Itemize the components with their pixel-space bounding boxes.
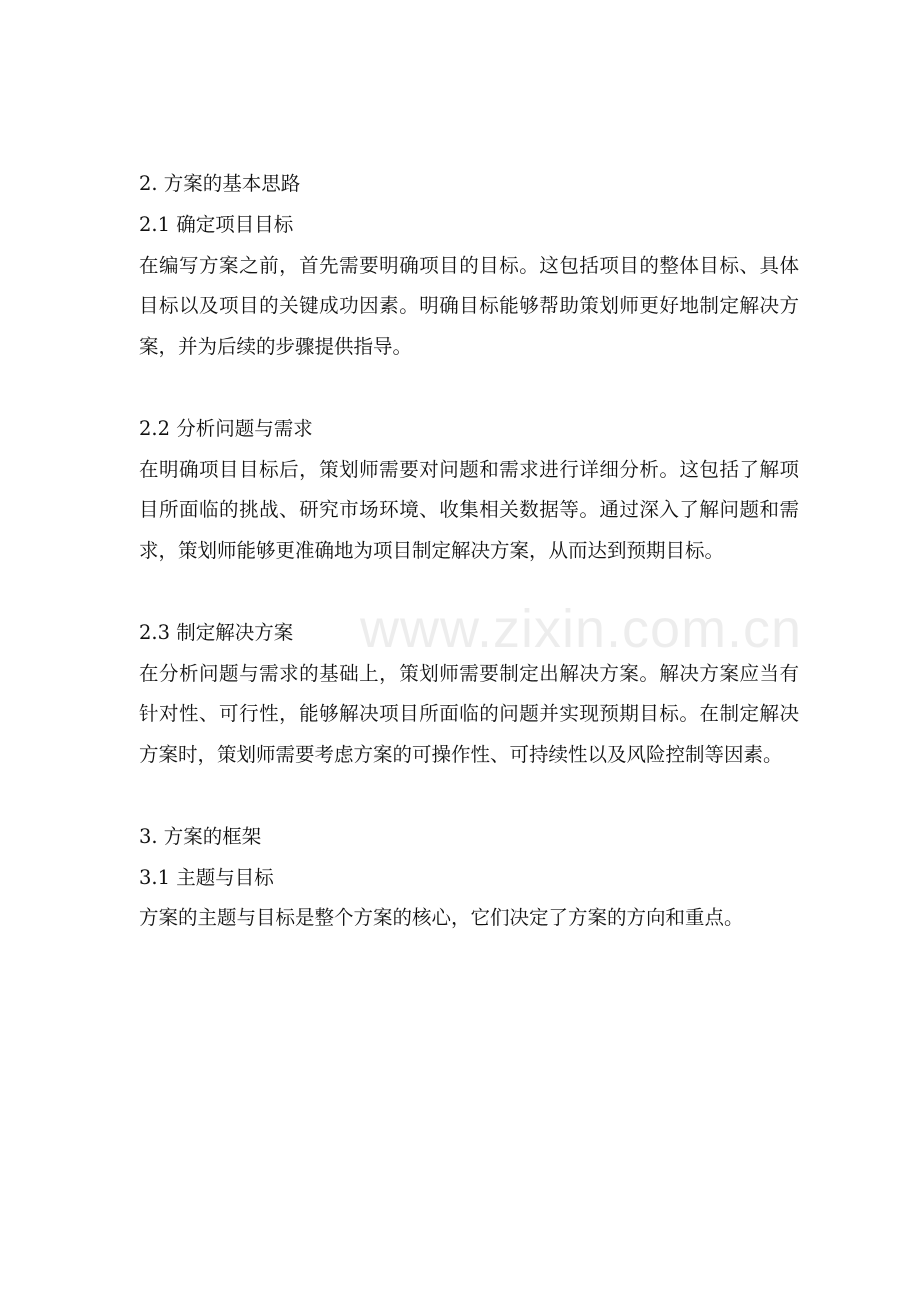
section-2-1-heading: 2.1 确定项目目标 <box>139 212 294 236</box>
section-3-1-heading: 3.1 主题与目标 <box>139 865 274 889</box>
section-3-heading: 3. 方案的框架 <box>139 824 262 848</box>
document-content <box>139 164 799 939</box>
paragraph-gap <box>139 572 799 613</box>
section-2-1-paragraph: 在编写方案之前，首先需要明确项目的目标。这包括项目的整体目标、具体目标以及项目的关键成功因素。明确目标能够帮助策划师更好地制定解决方案，并为后续的步骤提供指导。 <box>139 253 799 359</box>
paragraph-gap <box>139 776 799 817</box>
section-2-2-paragraph: 在明确项目目标后，策划师需要对问题和需求进行详细分析。这包括了解项目所面临的挑战、研究市场环境、收集相关数据等。通过深入了解问题和需求，策划师能够更准确地为项目制定解决方案，从而达到预期目标。 <box>139 457 799 563</box>
paragraph-gap <box>139 368 799 409</box>
section-2-heading: 2. 方案的基本思路 <box>139 172 301 195</box>
section-3-1-paragraph: 方案的主题与目标是整个方案的核心，它们决定了方案的方向和重点。 <box>139 906 744 930</box>
section-2-3-heading: 2.3 制定解决方案 <box>139 620 294 644</box>
watermark: www.zixin.com.cn <box>360 599 803 659</box>
section-2-3-paragraph: 在分析问题与需求的基础上，策划师需要制定出解决方案。解决方案应当有针对性、可行性，能够解决项目所面临的问题并实现预期目标。在制定解决方案时，策划师需要考虑方案的可操作性、可持续性以及风险控制等因素。 <box>139 661 799 767</box>
section-2-2-heading: 2.2 分析问题与需求 <box>139 416 313 440</box>
